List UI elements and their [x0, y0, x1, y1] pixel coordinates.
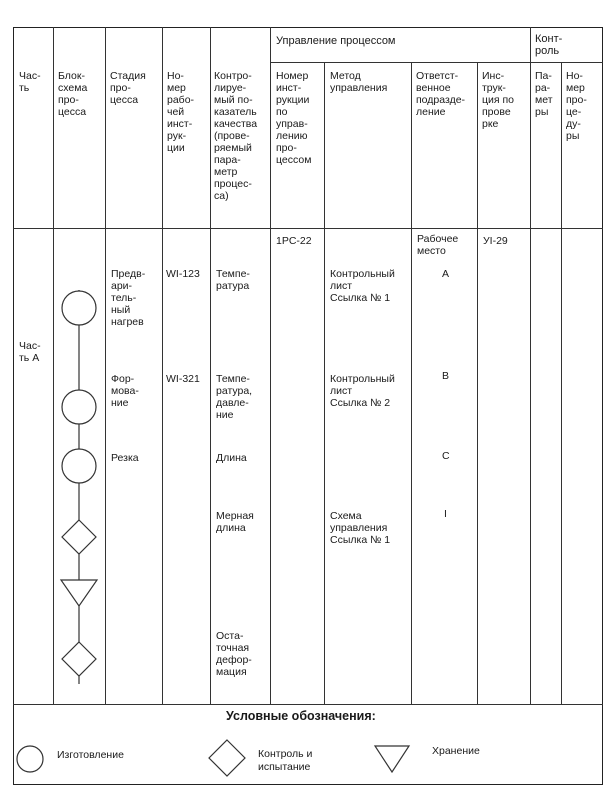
control-method-checklist-2: Контрольный лист Ссылка № 2: [330, 373, 395, 409]
group-header-process-control: Управление процессом: [276, 35, 396, 47]
circle-icon: [62, 291, 96, 325]
control-method-checklist-1: Контрольный лист Ссылка № 1: [330, 268, 395, 304]
responsible-dept-name: Рабочее место: [417, 233, 459, 257]
column-header-procedure-number: Но- мер про- це- ду- ры: [566, 70, 587, 142]
column-header-quality-indicator: Контро- лируе- мый по- казатель качества (прове- ряемый пара- метр процес- са): [214, 70, 258, 202]
legend-title: Условные обозначения:: [226, 709, 376, 723]
diamond-icon: [62, 520, 96, 554]
triangle-icon: [61, 580, 97, 606]
column-header-flowchart: Блок- схема про- цесса: [58, 70, 88, 118]
legend-label-manufacturing: Изготовление: [57, 749, 124, 761]
stage-cutting: Резка: [111, 452, 139, 464]
diamond-icon: [62, 642, 96, 676]
quality-indicator-length: Длина: [216, 452, 247, 464]
circle-icon: [62, 390, 96, 424]
work-instruction-forming: WI-321: [166, 373, 200, 385]
column-header-parameters: Па- ра- мет ры: [535, 70, 553, 118]
stage-forming: Фор- мова- ние: [111, 373, 139, 409]
column-header-work-instruction: Но- мер рабо- чей инст- рук- ции: [167, 70, 195, 154]
quality-indicator-residual-deformation: Оста- точная дефор- мация: [216, 630, 252, 678]
check-instruction-number: УI-29: [483, 235, 508, 247]
part-label: Час- ть А: [19, 340, 41, 364]
circle-icon: [17, 746, 43, 772]
quality-indicator-measured-length: Мерная длина: [216, 510, 254, 534]
legend-label-storage: Хранение: [432, 745, 480, 757]
quality-indicator-temperature: Темпе- ратура: [216, 268, 250, 292]
dept-code-a: A: [442, 268, 450, 280]
dept-code-c: C: [442, 450, 450, 462]
control-method-scheme: Схема управления Ссылка № 1: [330, 510, 391, 546]
diamond-icon: [209, 740, 245, 776]
work-instruction-preheat: WI-123: [166, 268, 200, 280]
process-instruction-number: 1PC-22: [276, 235, 312, 247]
circle-icon: [62, 449, 96, 483]
column-header-control-method: Метод управления: [330, 70, 388, 94]
dept-code-b: B: [442, 370, 450, 382]
quality-indicator-temp-pressure: Темпе- ратура, давле- ние: [216, 373, 253, 421]
column-header-responsible-dept: Ответст- венное подразде- ление: [416, 70, 466, 118]
column-header-check-instruction: Инс- трук- ция по прове рке: [482, 70, 515, 130]
column-header-process-instruction: Номер инст- рукции по управ- лению про- цессом: [276, 70, 312, 166]
legend-label-control-test: Контроль и испытание: [258, 748, 313, 773]
stage-preheat: Предв- ари- тель- ный нагрев: [111, 268, 146, 328]
column-header-part: Час- ть: [19, 70, 41, 94]
dept-code-i: I: [444, 508, 447, 520]
triangle-icon: [375, 746, 409, 772]
group-header-control: Конт- роль: [535, 33, 563, 57]
column-header-stage: Стадия про- цесса: [110, 70, 146, 106]
